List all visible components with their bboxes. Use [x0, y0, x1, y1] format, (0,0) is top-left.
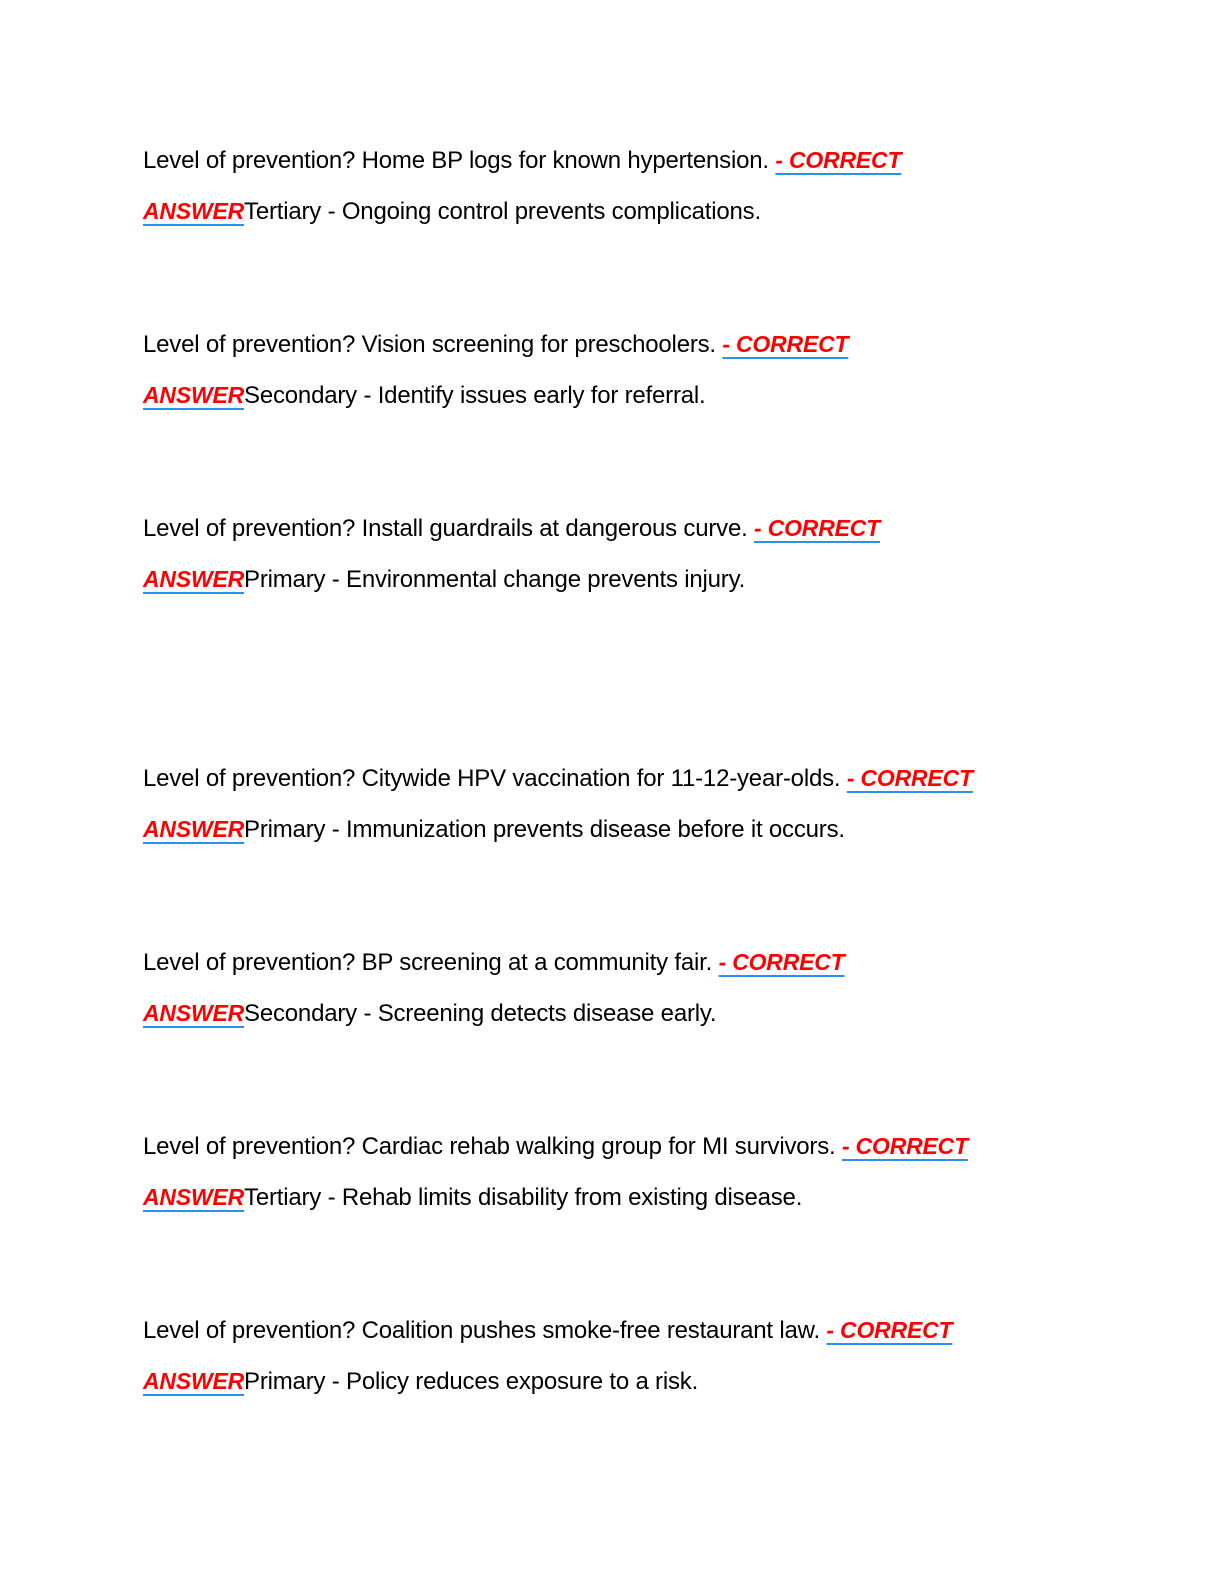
- qa-item: [143, 135, 1103, 237]
- qa-item: [143, 503, 1103, 605]
- question-line: [143, 1305, 1103, 1356]
- answer-text: Primary - Immunization prevents disease before it occurs.: [244, 816, 845, 843]
- qa-item: [143, 319, 1103, 421]
- question-line: [143, 319, 1103, 370]
- correct-answer-marker: - CORRECT: [718, 949, 845, 975]
- qa-item: [143, 937, 1103, 1039]
- question-text: Level of prevention? BP screening at a community fair.: [143, 949, 713, 976]
- answer-marker: ANSWER: [143, 382, 245, 408]
- answer-line: [143, 186, 1103, 237]
- question-text: Level of prevention? Citywide HPV vaccination for 11-12-year-olds.: [143, 765, 841, 792]
- question-line: [143, 135, 1103, 186]
- answer-marker: ANSWER: [143, 1000, 245, 1026]
- question-line: [143, 1121, 1103, 1172]
- answer-marker: ANSWER: [143, 1368, 245, 1394]
- answer-text: Primary - Policy reduces exposure to a risk.: [244, 1368, 699, 1395]
- question-text: Level of prevention? Coalition pushes smoke-free restaurant law.: [143, 1317, 820, 1344]
- answer-text: Secondary - Identify issues early for referral.: [244, 382, 706, 409]
- answer-line: [143, 1356, 1103, 1407]
- qa-item: [143, 1305, 1103, 1407]
- answer-marker: ANSWER: [143, 198, 245, 224]
- question-text: Level of prevention? Vision screening for preschoolers.: [143, 331, 716, 358]
- answer-line: [143, 1172, 1103, 1223]
- correct-answer-marker: - CORRECT: [826, 1317, 953, 1343]
- answer-marker: ANSWER: [143, 816, 245, 842]
- answer-text: Tertiary - Ongoing control prevents complications.: [244, 198, 761, 225]
- question-line: [143, 503, 1103, 554]
- qa-item: [143, 753, 1103, 855]
- question-text: Level of prevention? Cardiac rehab walking group for MI survivors.: [143, 1133, 836, 1160]
- question-text: Level of prevention? Install guardrails at dangerous curve.: [143, 515, 748, 542]
- answer-line: [143, 988, 1103, 1039]
- answer-text: Secondary - Screening detects disease early.: [244, 1000, 717, 1027]
- question-line: [143, 753, 1103, 804]
- correct-answer-marker: - CORRECT: [722, 331, 849, 357]
- question-text: Level of prevention? Home BP logs for known hypertension.: [143, 147, 769, 174]
- correct-answer-marker: - CORRECT: [841, 1133, 968, 1159]
- answer-line: [143, 370, 1103, 421]
- qa-item: [143, 1121, 1103, 1223]
- answer-line: [143, 804, 1103, 855]
- answer-text: Tertiary - Rehab limits disability from existing disease.: [244, 1184, 803, 1211]
- answer-marker: ANSWER: [143, 1184, 245, 1210]
- question-line: [143, 937, 1103, 988]
- answer-marker: ANSWER: [143, 566, 245, 592]
- answer-text: Primary - Environmental change prevents injury.: [244, 566, 746, 593]
- correct-answer-marker: - CORRECT: [775, 147, 902, 173]
- answer-line: [143, 554, 1103, 605]
- correct-answer-marker: - CORRECT: [846, 765, 973, 791]
- correct-answer-marker: - CORRECT: [754, 515, 881, 541]
